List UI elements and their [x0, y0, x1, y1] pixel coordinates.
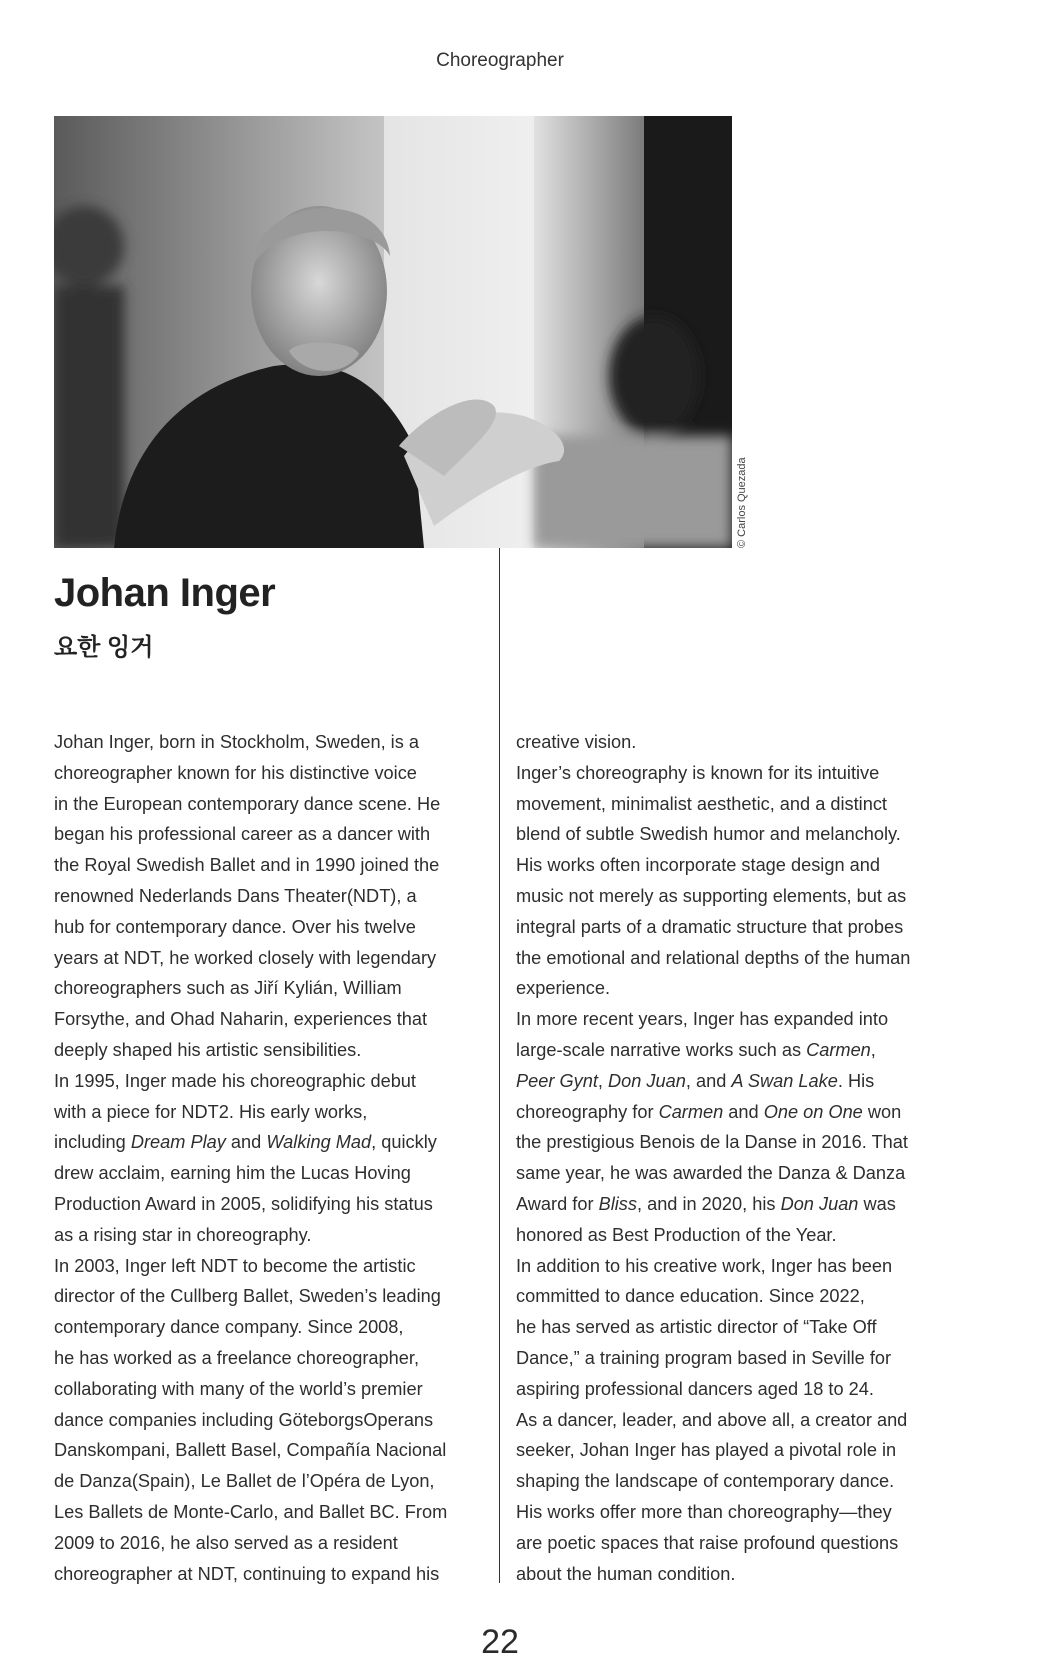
text-run: director of the Cullberg Ballet, Sweden’s leading [54, 1286, 441, 1307]
text-run: began his professional career as a dancer with [54, 824, 431, 845]
text-run: , [597, 1070, 608, 1091]
text-run: . His [837, 1070, 875, 1091]
text-run: choreographer at NDT, continuing to expand his [54, 1563, 440, 1584]
text-run: In addition to his creative work, Inger has been [516, 1255, 893, 1276]
text-run: Les Ballets de Monte-Carlo, and Ballet BC. From [54, 1501, 448, 1522]
text-run: de Danza(Spain), Le Ballet de l’Opéra de Lyon, [54, 1471, 435, 1492]
body-text-line [516, 1189, 956, 1220]
body-text-line [516, 789, 956, 820]
body-text-line [516, 973, 956, 1004]
body-text-line [516, 1127, 956, 1158]
text-run: Forsythe, and Ohad Naharin, experiences that [54, 1009, 428, 1030]
body-text-line [54, 1189, 494, 1220]
text-run: choreography for [516, 1101, 659, 1122]
work-title: Carmen [658, 1101, 724, 1122]
text-run: are poetic spaces that raise profound questions [516, 1532, 899, 1553]
body-text-line [54, 1035, 494, 1066]
body-text-line [516, 1466, 956, 1497]
text-run: he has worked as a freelance choreographer, [54, 1347, 419, 1368]
work-title: Dream Play [130, 1132, 226, 1153]
body-text-line [54, 1497, 494, 1528]
body-text-line [516, 819, 956, 850]
photo-credit: © Carlos Quezada [736, 457, 748, 548]
body-text-line [516, 1251, 956, 1282]
body-text-line [516, 1497, 956, 1528]
body-text-line [54, 1066, 494, 1097]
body-text-line [54, 973, 494, 1004]
text-run: , and [685, 1070, 732, 1091]
text-run: creative vision. [516, 732, 637, 752]
body-text-line [54, 1405, 494, 1436]
text-run: 2009 to 2016, he also served as a resident [54, 1532, 398, 1553]
body-text-line [516, 1312, 956, 1343]
text-run: hub for contemporary dance. Over his twelve [54, 916, 416, 937]
text-run: same year, he was awarded the Danza & Danza [516, 1163, 906, 1184]
body-text-line [54, 1559, 494, 1590]
body-text-line [516, 1528, 956, 1559]
body-text-line [54, 1220, 494, 1251]
body-text-line [54, 1466, 494, 1497]
text-run: His works offer more than choreography—they [516, 1501, 892, 1522]
body-text-line [54, 1343, 494, 1374]
work-title: One on One [763, 1101, 863, 1122]
text-run: experience. [516, 978, 611, 999]
text-run: collaborating with many of the world’s premier [54, 1378, 423, 1399]
body-text-line [516, 1343, 956, 1374]
text-run: , quickly [371, 1132, 437, 1153]
text-run: , and in 2020, his [636, 1193, 781, 1214]
body-text-line [516, 1097, 956, 1128]
body-text-line [516, 758, 956, 789]
text-run: and [225, 1132, 267, 1153]
body-text-line [54, 1374, 494, 1405]
body-text-line [516, 1435, 956, 1466]
text-run: and [723, 1101, 764, 1122]
portrait-photo [54, 116, 732, 548]
body-text-line [54, 850, 494, 881]
body-text-line [516, 1035, 956, 1066]
work-title: Walking Mad [266, 1132, 372, 1153]
text-run: as a rising star in choreography. [54, 1224, 312, 1245]
text-run: seeker, Johan Inger has played a pivotal role in [516, 1440, 897, 1461]
text-run: the Royal Swedish Ballet and in 1990 joined the [54, 855, 440, 876]
page-number: 22 [481, 1623, 519, 1661]
text-run: large-scale narrative works such as [516, 1039, 807, 1060]
body-text-line [516, 1004, 956, 1035]
body-text-line [516, 1158, 956, 1189]
text-run: Inger’s choreography is known for its intuitive [516, 762, 880, 783]
section-label: Choreographer [436, 50, 564, 71]
text-run: aspiring professional dancers aged 18 to 24. [516, 1378, 874, 1399]
name-korean: 요한 잉거 [54, 634, 154, 661]
body-text-line [516, 912, 956, 943]
text-run: Award for [516, 1193, 599, 1214]
text-run: choreographers such as Jiří Kylián, William [54, 978, 402, 999]
text-run: contemporary dance company. Since 2008, [54, 1317, 404, 1338]
text-run: In 1995, Inger made his choreographic debut [54, 1070, 416, 1091]
text-run: he has served as artistic director of “Take Off [516, 1317, 877, 1338]
body-text-line [516, 1066, 956, 1097]
text-run: dance companies including GöteborgsOperans [54, 1409, 434, 1430]
body-text-line [54, 819, 494, 850]
body-text-line [516, 1374, 956, 1405]
body-text-line [54, 943, 494, 974]
text-run: was [858, 1193, 896, 1214]
text-run: won [862, 1101, 902, 1122]
text-run: blend of subtle Swedish humor and melancholy. [516, 824, 901, 845]
body-text-line [516, 881, 956, 912]
column-divider [499, 548, 500, 1583]
text-run: music not merely as supporting elements, but as [516, 885, 907, 906]
body-text-line [54, 758, 494, 789]
work-title: A Swan Lake [731, 1070, 838, 1091]
text-run: choreographer known for his distinctive voice [54, 762, 417, 783]
text-run: In more recent years, Inger has expanded into [516, 1009, 889, 1030]
body-text-line [54, 912, 494, 943]
body-text-line [516, 943, 956, 974]
text-run: shaping the landscape of contemporary dance. [516, 1471, 895, 1492]
body-text-line [54, 881, 494, 912]
body-text-line [516, 1559, 956, 1590]
text-run: Dance,” a training program based in Seville for [516, 1347, 892, 1368]
body-text-line [54, 1158, 494, 1189]
body-text-line [54, 727, 494, 758]
text-run: committed to dance education. Since 2022, [516, 1286, 865, 1307]
text-run: drew acclaim, earning him the Lucas Hoving [54, 1163, 411, 1184]
body-text-line [54, 789, 494, 820]
work-title: Don Juan [608, 1070, 686, 1091]
body-text-line [54, 1004, 494, 1035]
text-run: integral parts of a dramatic structure that probes [516, 916, 904, 937]
body-text-line [54, 1435, 494, 1466]
body-text-line [516, 1281, 956, 1312]
text-run: Danskompani, Ballett Basel, Compañía Nacional [54, 1440, 447, 1461]
text-run: His works often incorporate stage design and [516, 855, 880, 876]
text-run: In 2003, Inger left NDT to become the artistic [54, 1255, 416, 1276]
work-title: Peer Gynt [516, 1070, 598, 1091]
text-run: about the human condition. [516, 1563, 736, 1584]
text-run: years at NDT, he worked closely with legendary [54, 947, 437, 968]
text-run: Production Award in 2005, solidifying his status [54, 1193, 433, 1214]
text-run: , [870, 1039, 876, 1060]
body-text-line [54, 1127, 494, 1158]
text-run: the prestigious Benois de la Danse in 2016. That [516, 1132, 908, 1153]
body-text-line [54, 1312, 494, 1343]
text-run: As a dancer, leader, and above all, a creator and [516, 1409, 908, 1430]
work-title: Bliss [598, 1193, 637, 1214]
body-text-line [54, 1528, 494, 1559]
body-text-line [516, 1220, 956, 1251]
body-text-line [54, 1281, 494, 1312]
work-title: Don Juan [780, 1193, 859, 1214]
text-run: with a piece for NDT2. His early works, [54, 1101, 368, 1122]
text-run: in the European contemporary dance scene. He [54, 793, 441, 814]
text-run: honored as Best Production of the Year. [516, 1224, 837, 1245]
text-run: Johan Inger, born in Stockholm, Sweden, is a [54, 732, 419, 752]
body-column-right [516, 727, 956, 1589]
body-column-left [54, 727, 494, 1589]
body-text-line [516, 727, 956, 758]
work-title: Carmen [806, 1039, 871, 1060]
body-text-line [54, 1097, 494, 1128]
text-run: including [54, 1132, 131, 1153]
text-run: movement, minimalist aesthetic, and a distinct [516, 793, 887, 814]
body-text-line [516, 850, 956, 881]
text-run: the emotional and relational depths of the human [516, 947, 911, 968]
text-run: deeply shaped his artistic sensibilities. [54, 1039, 362, 1060]
body-text-line [516, 1405, 956, 1436]
text-run: renowned Nederlands Dans Theater(NDT), a [54, 885, 417, 906]
body-text-line [54, 1251, 494, 1282]
name-english: Johan Inger [54, 571, 276, 615]
